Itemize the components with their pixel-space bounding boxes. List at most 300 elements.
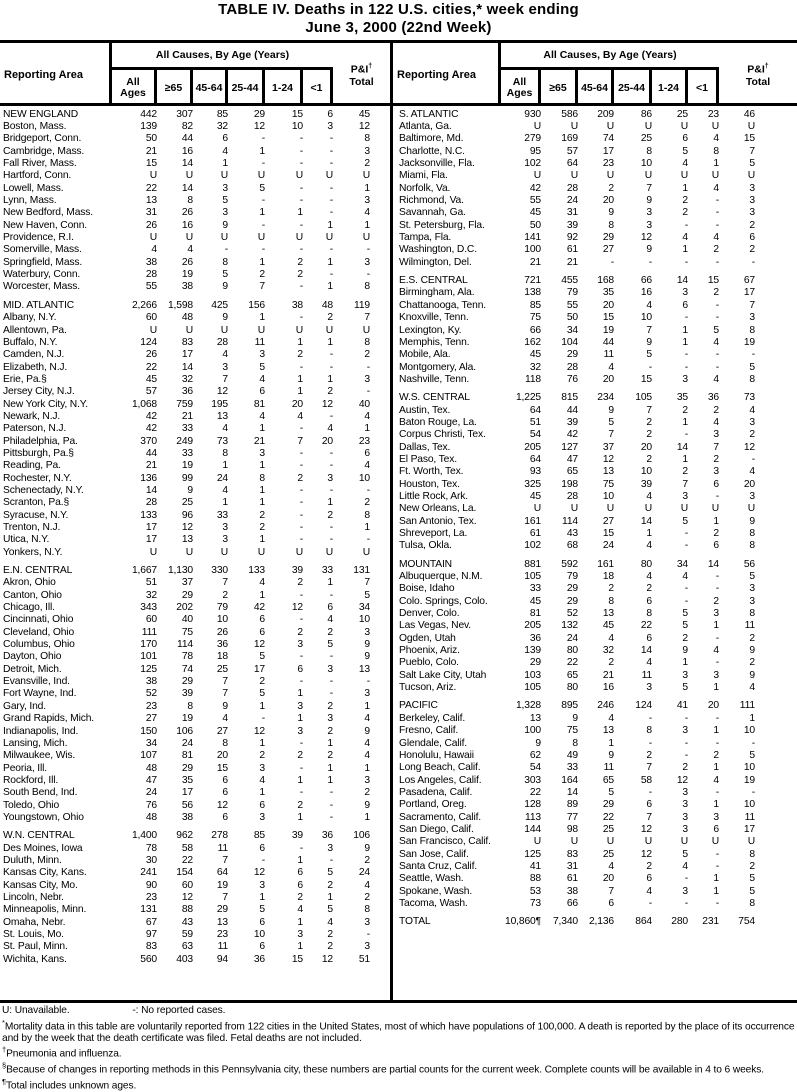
value-cell: 9 <box>608 207 614 219</box>
value-cell: 1 <box>713 515 719 527</box>
reporting-area-cell: Detroit, Mich. <box>3 663 62 675</box>
value-cell: 3 <box>713 466 719 478</box>
value-cell: 1 <box>222 460 228 472</box>
value-cell: 2,136 <box>588 916 614 928</box>
value-cell: 6 <box>297 663 303 675</box>
reporting-area-cell: Tulsa, Okla. <box>399 540 452 552</box>
value-cell: 6 <box>222 787 228 799</box>
value-cell: 13 <box>358 663 370 675</box>
value-cell: - <box>299 361 303 373</box>
table-row <box>0 256 390 268</box>
value-cell: 205 <box>524 620 541 632</box>
reporting-area-cell: Pueblo, Colo. <box>399 657 459 669</box>
value-cell: 25 <box>602 848 614 860</box>
table-row <box>0 484 390 496</box>
table-row <box>0 145 390 157</box>
value-cell: 241 <box>140 867 157 879</box>
value-cell: 31 <box>566 860 578 872</box>
table-row <box>393 244 797 256</box>
value-cell: 43 <box>181 916 193 928</box>
value-cell: - <box>684 897 688 909</box>
value-cell: - <box>329 349 333 361</box>
value-cell: 1 <box>713 682 719 694</box>
section-symbol: § <box>2 1061 7 1071</box>
value-cell: 4 <box>713 133 719 145</box>
value-cell: 2 <box>364 497 370 509</box>
reporting-area-cell: Spokane, Wash. <box>399 885 473 897</box>
table-row <box>393 681 797 693</box>
reporting-area-cell: Paterson, N.J. <box>3 423 67 435</box>
value-cell: 2 <box>259 522 265 534</box>
value-cell: 76 <box>566 373 578 385</box>
table-row <box>0 231 390 243</box>
value-cell: 85 <box>529 299 541 311</box>
reporting-area-cell: Philadelphia, Pa. <box>3 435 78 447</box>
value-cell: - <box>715 299 719 311</box>
value-cell: 21 <box>253 435 265 447</box>
value-cell: - <box>299 614 303 626</box>
value-cell: 29 <box>602 232 614 244</box>
value-cell: 3 <box>364 941 370 953</box>
value-cell: 66 <box>529 324 541 336</box>
value-cell: 6 <box>259 799 265 811</box>
value-cell: - <box>299 244 303 256</box>
value-cell: 25 <box>640 133 652 145</box>
value-cell: 29 <box>181 676 193 688</box>
value-cell: 2 <box>713 749 719 761</box>
reporting-area-cell: Boston, Mass. <box>3 121 67 133</box>
value-cell: 1 <box>297 207 303 219</box>
legend-no-cases: -: No reported cases. <box>132 1005 226 1016</box>
value-cell: 8 <box>187 195 193 207</box>
value-cell: 3 <box>682 490 688 502</box>
value-cell: 5 <box>749 361 755 373</box>
value-cell: 4 <box>713 645 719 657</box>
reporting-area-cell: Indianapolis, Ind. <box>3 725 79 737</box>
value-cell: U <box>680 170 688 182</box>
reporting-area-cell: S. ATLANTIC <box>399 108 459 120</box>
reporting-area-cell: Youngstown, Ohio <box>3 811 84 823</box>
value-cell: 75 <box>181 626 193 638</box>
value-cell: 15 <box>707 275 719 287</box>
reporting-area-cell: Pittsburgh, Pa.§ <box>3 447 74 459</box>
value-cell: U <box>644 170 652 182</box>
value-cell: 2 <box>364 854 370 866</box>
reporting-area-cell: Allentown, Pa. <box>3 324 67 336</box>
table-row <box>393 725 797 737</box>
value-cell: 48 <box>181 312 193 324</box>
reporting-area-cell: Birmingham, Ala. <box>399 287 475 299</box>
value-cell: 2 <box>608 657 614 669</box>
value-cell: 10 <box>358 472 370 484</box>
value-cell: 79 <box>216 602 228 614</box>
table-row <box>0 737 390 749</box>
table-row <box>0 577 390 589</box>
value-cell: 65 <box>602 774 614 786</box>
reporting-area-cell: St. Petersburg, Fla. <box>399 219 485 231</box>
value-cell: 8 <box>749 373 755 385</box>
reporting-area-cell: Houston, Tex. <box>399 478 460 490</box>
value-cell: 92 <box>566 232 578 244</box>
value-cell: 38 <box>181 281 193 293</box>
value-cell: 6 <box>713 823 719 835</box>
table-row <box>0 854 390 866</box>
value-cell: 105 <box>524 682 541 694</box>
value-cell: 12 <box>253 725 265 737</box>
value-cell: 2 <box>327 509 333 521</box>
table-row <box>393 453 797 465</box>
value-cell: 1 <box>259 497 265 509</box>
value-cell: 20 <box>291 398 303 410</box>
table-row <box>393 749 797 761</box>
value-cell: 7 <box>364 312 370 324</box>
value-cell: 2 <box>327 725 333 737</box>
pi-total-header <box>719 43 797 106</box>
value-cell: 4 <box>713 182 719 194</box>
value-cell: 55 <box>529 195 541 207</box>
value-cell: 28 <box>566 182 578 194</box>
value-cell: - <box>715 207 719 219</box>
value-cell: 4 <box>364 207 370 219</box>
value-cell: 99 <box>181 472 193 484</box>
value-cell: - <box>366 676 370 688</box>
value-cell: 25 <box>181 497 193 509</box>
value-cell: 3 <box>682 823 688 835</box>
value-cell: 278 <box>211 830 228 842</box>
region-row <box>393 274 797 286</box>
value-cell: 10 <box>640 312 652 324</box>
value-cell: 45 <box>358 108 370 120</box>
reporting-area-cell: Montgomery, Ala. <box>399 361 476 373</box>
value-cell: 7 <box>646 324 652 336</box>
table-row <box>0 497 390 509</box>
value-cell: 4 <box>259 373 265 385</box>
table-row <box>0 774 390 786</box>
reporting-area-cell: New York City, N.Y. <box>3 398 88 410</box>
reporting-area-cell: E.S. CENTRAL <box>399 275 468 287</box>
region-row <box>393 392 797 404</box>
value-cell: 3 <box>259 447 265 459</box>
value-cell: 27 <box>602 515 614 527</box>
value-cell: 124 <box>635 700 652 712</box>
reporting-area-cell: Long Beach, Calif. <box>399 762 481 774</box>
value-cell: 45 <box>529 490 541 502</box>
reporting-area-cell: MID. ATLANTIC <box>3 299 75 311</box>
value-cell: 5 <box>608 786 614 798</box>
value-cell: - <box>329 361 333 373</box>
value-cell: 3 <box>713 429 719 441</box>
value-cell: 35 <box>676 392 688 404</box>
value-cell: 47 <box>145 774 157 786</box>
value-cell: 8 <box>222 447 228 459</box>
value-cell: 3 <box>682 786 688 798</box>
value-cell: 4 <box>749 466 755 478</box>
value-cell: 50 <box>529 219 541 231</box>
value-cell: 6 <box>713 478 719 490</box>
pi-total-label: Total <box>745 75 771 88</box>
value-cell: 43 <box>566 528 578 540</box>
value-cell: 26 <box>181 256 193 268</box>
value-cell: 38 <box>566 885 578 897</box>
value-cell: 1 <box>713 725 719 737</box>
value-cell: - <box>329 145 333 157</box>
table-row <box>0 953 390 965</box>
value-cell: 8 <box>364 133 370 145</box>
reporting-area-cell: Canton, Ohio <box>3 589 62 601</box>
value-cell: 17 <box>253 663 265 675</box>
reporting-area-cell: Springfield, Mass. <box>3 256 83 268</box>
table-row <box>393 799 797 811</box>
value-cell: - <box>751 256 755 268</box>
value-cell: 5 <box>682 620 688 632</box>
value-cell: 1,068 <box>131 398 157 410</box>
reporting-area-cell: Reading, Pa. <box>3 460 61 472</box>
value-cell: - <box>715 860 719 872</box>
value-cell: 7 <box>646 811 652 823</box>
value-cell: 38 <box>145 256 157 268</box>
value-cell: - <box>715 349 719 361</box>
value-cell: 73 <box>529 897 541 909</box>
value-cell: 3 <box>646 219 652 231</box>
value-cell: 1 <box>713 885 719 897</box>
value-cell: 5 <box>259 182 265 194</box>
value-cell: 3 <box>297 725 303 737</box>
value-cell: 7 <box>222 676 228 688</box>
value-cell: - <box>329 269 333 281</box>
table-row <box>0 867 390 879</box>
value-cell: - <box>261 244 265 256</box>
table-row <box>393 145 797 157</box>
value-cell: 169 <box>561 133 578 145</box>
value-cell: - <box>329 589 333 601</box>
value-cell: 25 <box>216 663 228 675</box>
value-cell: - <box>684 256 688 268</box>
col-header-all-ages: All Ages <box>112 70 157 106</box>
value-cell: 106 <box>353 830 370 842</box>
value-cell: 4 <box>327 423 333 435</box>
value-cell: 42 <box>566 429 578 441</box>
value-cell: 5 <box>222 269 228 281</box>
region-row <box>393 558 797 570</box>
value-cell: 2 <box>297 891 303 903</box>
value-cell: - <box>684 749 688 761</box>
value-cell: 12 <box>602 453 614 465</box>
value-cell: - <box>648 897 652 909</box>
value-cell: 61 <box>566 873 578 885</box>
table-row <box>393 416 797 428</box>
value-cell: 9 <box>222 312 228 324</box>
value-cell: 81 <box>253 398 265 410</box>
value-cell: 22 <box>145 361 157 373</box>
value-cell: U <box>257 324 265 336</box>
value-cell: 1 <box>682 324 688 336</box>
value-cell: 2 <box>749 632 755 644</box>
value-cell: 1 <box>327 891 333 903</box>
value-cell: 37 <box>602 441 614 453</box>
value-cell: 79 <box>566 287 578 299</box>
pilcrow-symbol: ¶ <box>2 1077 6 1087</box>
value-cell: 209 <box>597 108 614 120</box>
value-cell: 10 <box>640 158 652 170</box>
value-cell: 28 <box>216 336 228 348</box>
value-cell: 13 <box>145 195 157 207</box>
value-cell: 13 <box>602 725 614 737</box>
value-cell: - <box>299 182 303 194</box>
value-cell: 41 <box>529 860 541 872</box>
value-cell: 13 <box>602 608 614 620</box>
value-cell: 17 <box>743 287 755 299</box>
reporting-area-cell: Grand Rapids, Mich. <box>3 713 95 725</box>
value-cell: - <box>684 712 688 724</box>
value-cell: 75 <box>566 725 578 737</box>
table-row <box>0 207 390 219</box>
value-cell: 1,598 <box>167 299 193 311</box>
value-cell: U <box>362 546 370 558</box>
value-cell: 4 <box>297 904 303 916</box>
value-cell: 1 <box>297 811 303 823</box>
value-cell: 2 <box>646 429 652 441</box>
reporting-area-cell: Columbus, Ohio <box>3 639 75 651</box>
value-cell: 14 <box>640 645 652 657</box>
value-cell: 6 <box>646 595 652 607</box>
value-cell: 3 <box>749 490 755 502</box>
table-right-half <box>393 43 797 1000</box>
value-cell: 6 <box>749 232 755 244</box>
value-cell: 1 <box>327 281 333 293</box>
value-cell: 17 <box>181 787 193 799</box>
value-cell: 7 <box>222 577 228 589</box>
value-cell: 1 <box>327 762 333 774</box>
value-cell: 2 <box>259 676 265 688</box>
value-cell: 2 <box>749 860 755 872</box>
value-cell: 113 <box>525 811 541 823</box>
value-cell: 3 <box>682 287 688 299</box>
value-cell: 28 <box>566 490 578 502</box>
value-cell: - <box>299 447 303 459</box>
value-cell: 8 <box>646 725 652 737</box>
table-row <box>0 713 390 725</box>
value-cell: 12 <box>216 386 228 398</box>
value-cell: 8 <box>713 145 719 157</box>
value-cell: 1 <box>364 219 370 231</box>
value-cell: - <box>366 484 370 496</box>
value-cell: U <box>325 546 333 558</box>
reporting-area-cell: PACIFIC <box>399 700 438 712</box>
value-cell: U <box>570 170 578 182</box>
reporting-area-cell: Waterbury, Conn. <box>3 269 81 281</box>
value-cell: U <box>362 324 370 336</box>
reporting-area-cell: St. Paul, Minn. <box>3 941 68 953</box>
value-cell: 42 <box>145 423 157 435</box>
value-cell: 9 <box>749 669 755 681</box>
value-cell: 144 <box>524 823 541 835</box>
table-row <box>0 663 390 675</box>
value-cell: 12 <box>743 441 755 453</box>
value-cell: 29 <box>181 589 193 601</box>
value-cell: 3 <box>713 608 719 620</box>
value-cell: 4 <box>297 410 303 422</box>
value-cell: 9 <box>646 244 652 256</box>
value-cell: 1 <box>297 688 303 700</box>
value-cell: 162 <box>524 336 541 348</box>
value-cell: U <box>185 170 193 182</box>
value-cell: 6 <box>259 626 265 638</box>
value-cell: U <box>606 121 614 133</box>
value-cell: 5 <box>682 848 688 860</box>
value-cell: - <box>715 256 719 268</box>
value-cell: - <box>715 490 719 502</box>
value-cell: 4 <box>259 577 265 589</box>
value-cell: 2 <box>646 416 652 428</box>
value-cell: 4 <box>646 540 652 552</box>
reporting-area-cell: Bridgeport, Conn. <box>3 133 82 145</box>
value-cell: 234 <box>597 392 614 404</box>
reporting-area-cell: El Paso, Tex. <box>399 453 457 465</box>
value-cell: 85 <box>216 108 228 120</box>
table-row <box>393 120 797 132</box>
value-cell: - <box>299 158 303 170</box>
value-cell: 111 <box>141 626 157 638</box>
value-cell: - <box>715 571 719 583</box>
value-cell: 86 <box>640 108 652 120</box>
value-cell: 42 <box>145 410 157 422</box>
value-cell: 1 <box>259 484 265 496</box>
reporting-area-cell: Wilmington, Del. <box>399 256 472 268</box>
table-row <box>0 675 390 687</box>
value-cell: 2 <box>713 404 719 416</box>
value-cell: 1 <box>259 460 265 472</box>
value-cell: 96 <box>181 509 193 521</box>
value-cell: 10 <box>291 121 303 133</box>
value-cell: - <box>299 423 303 435</box>
value-cell: 161 <box>597 558 614 570</box>
value-cell: 425 <box>211 299 228 311</box>
value-cell: 5 <box>259 651 265 663</box>
value-cell: 202 <box>176 602 193 614</box>
value-cell: 9 <box>646 195 652 207</box>
value-cell: U <box>325 170 333 182</box>
value-cell: U <box>533 836 541 848</box>
value-cell: 5 <box>259 904 265 916</box>
value-cell: 1 <box>327 497 333 509</box>
value-cell: 21 <box>566 256 578 268</box>
value-cell: 7 <box>749 145 755 157</box>
value-cell: 1 <box>259 207 265 219</box>
table-row <box>0 842 390 854</box>
value-cell: 2 <box>682 404 688 416</box>
value-cell: 3 <box>222 182 228 194</box>
reporting-area-cell: Baltimore, Md. <box>399 133 464 145</box>
value-cell: 29 <box>566 349 578 361</box>
value-cell: 2 <box>327 879 333 891</box>
value-cell: U <box>747 503 755 515</box>
value-cell: 3 <box>364 916 370 928</box>
value-cell: 1 <box>682 182 688 194</box>
reporting-area-cell: Peoria, Ill. <box>3 762 47 774</box>
value-cell: 2 <box>327 750 333 762</box>
value-cell: 7 <box>646 404 652 416</box>
value-cell: 1 <box>297 336 303 348</box>
value-cell: 24 <box>566 632 578 644</box>
reporting-area-cell: Santa Cruz, Calif. <box>399 860 477 872</box>
col-header-45-64: 45-64 <box>193 70 228 106</box>
value-cell: 1 <box>297 774 303 786</box>
value-cell: 4 <box>749 682 755 694</box>
value-cell: 52 <box>566 608 578 620</box>
value-cell: 48 <box>145 762 157 774</box>
value-cell: 2 <box>713 528 719 540</box>
value-cell: 303 <box>524 774 541 786</box>
